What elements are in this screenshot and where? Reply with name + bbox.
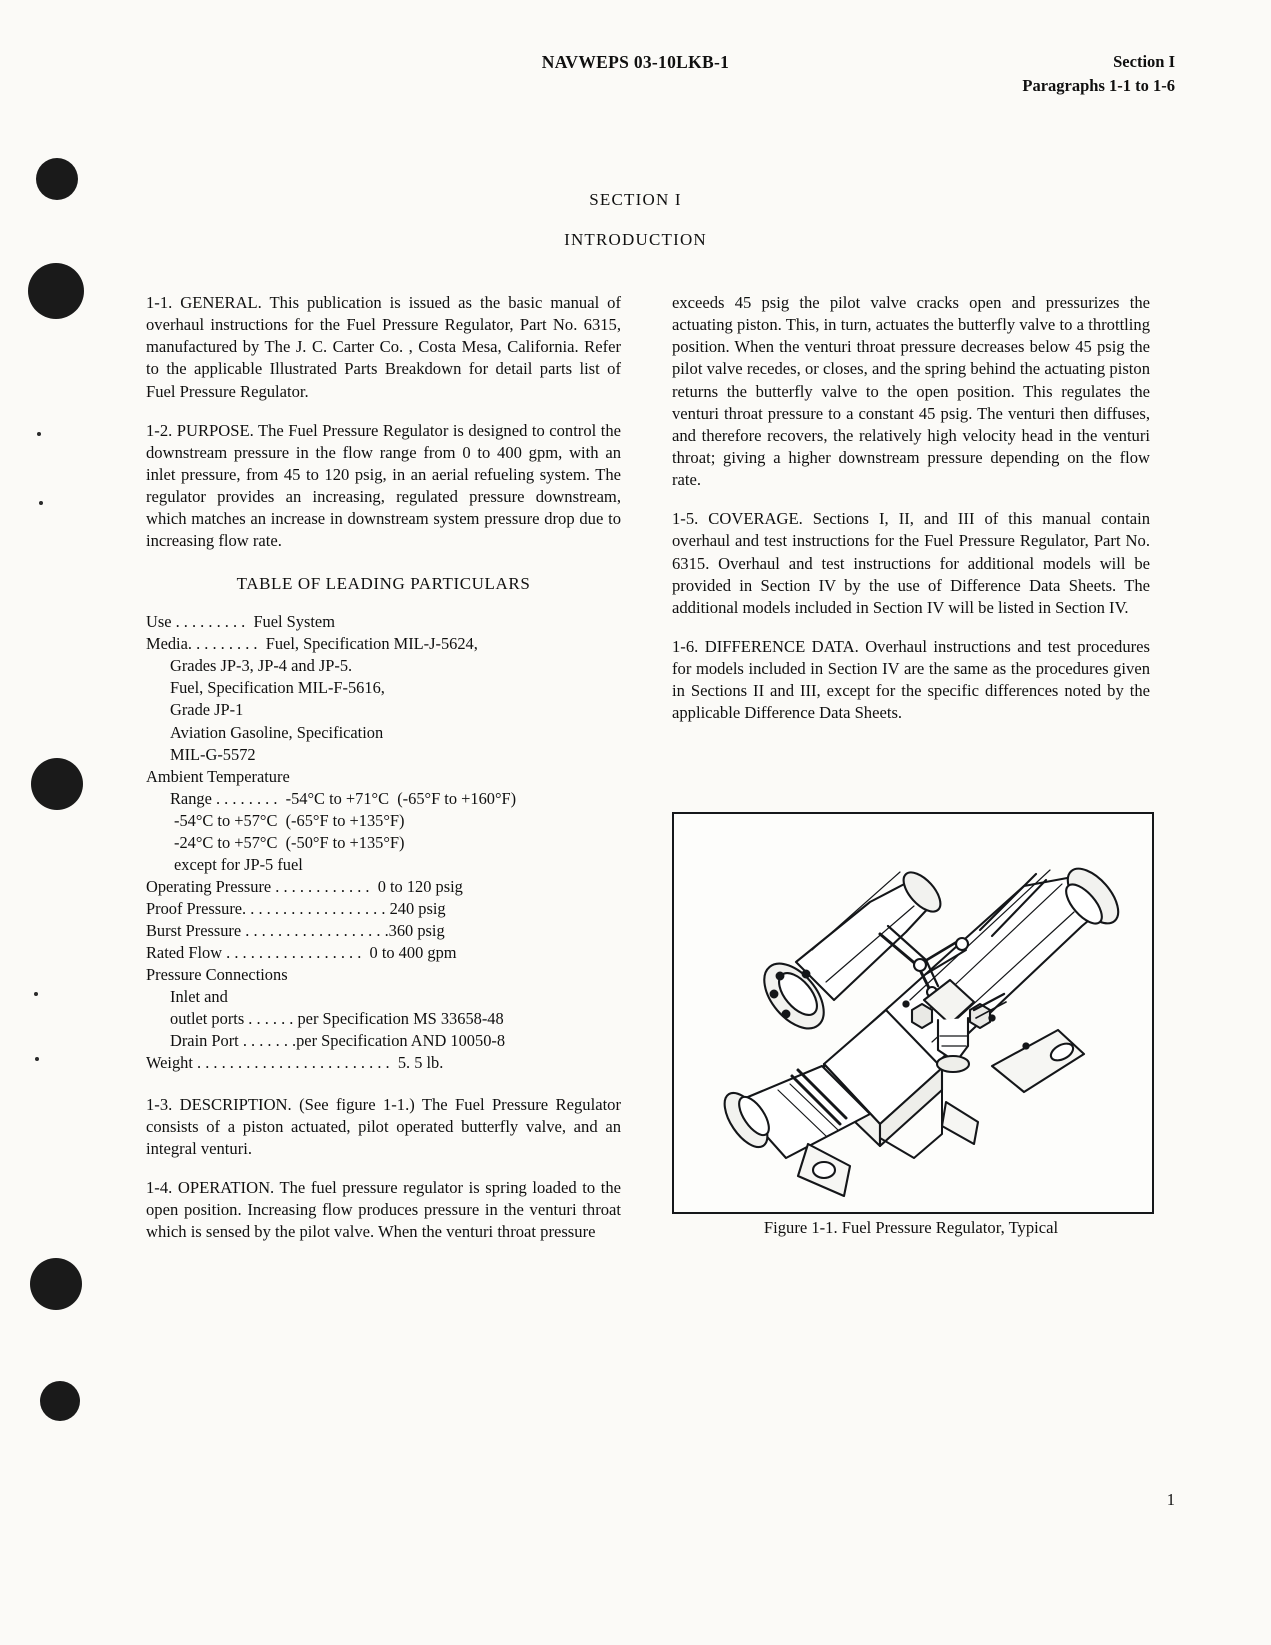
particulars-row: MIL-G-5572 <box>170 744 256 764</box>
punch-hole-artifact <box>40 1381 80 1421</box>
particulars-row: except for JP-5 fuel <box>174 854 303 874</box>
particulars-row: Grade JP-1 <box>170 700 244 720</box>
particulars-row: Drain Port . . . . . . .per Specification AND 10050-8 <box>170 1031 506 1051</box>
paragraph-1-5: 1-5. COVERAGE. Sections I, II, and III of this manual contain overhaul and test instructions for the Fuel Pressure Regulator, Part No. 6315. Overhaul and test instructions for additional models will be provided in Section IV by the use of Difference Data Sheets. The additional models included in Section IV will be listed in Section IV. <box>672 509 1150 617</box>
speck-artifact <box>37 432 41 436</box>
paragraph-1-4: 1-4. OPERATION. The fuel pressure regulator is spring loaded to the open position. Increasing flow produces pressure in the venturi throat which is sensed by the pilot valve. When the venturi throat pressure <box>146 1177 621 1242</box>
header-manual-number: NAVWEPS 03-10LKB-1 <box>541 52 730 72</box>
particulars-row: Proof Pressure. . . . . . . . . . . . . . . . . . 240 psig <box>146 899 446 919</box>
particulars-row: Fuel, Specification MIL-F-5616, <box>170 678 385 698</box>
particulars-row: Grades JP-3, JP-4 and JP-5. <box>170 656 353 676</box>
particulars-row: Rated Flow . . . . . . . . . . . . . . . . . 0 to 400 gpm <box>146 943 457 963</box>
speck-artifact <box>35 1057 39 1061</box>
particulars-row: Aviation Gasoline, Specification <box>170 722 384 742</box>
particulars-row: Weight . . . . . . . . . . . . . . . . . . . . . . . . 5. 5 lb. <box>146 1053 444 1073</box>
figure-caption: Figure 1-1. Fuel Pressure Regulator, Typical <box>763 1218 1059 1237</box>
particulars-row: Media. . . . . . . . . Fuel, Specification MIL-J-5624, <box>146 634 478 654</box>
fuel-pressure-regulator-drawing <box>674 814 1148 1208</box>
punch-hole-artifact <box>28 263 84 319</box>
paragraph-1-2: 1-2. PURPOSE. The Fuel Pressure Regulator is designed to control the downstream pressure in the flow range from 0 to 400 gpm, with an inlet pressure, from 45 to 120 psig, in an aerial refueling system. The regulator provides an increasing, regulated pressure downstream, which matches an increase in downstream system pressure drop due to increasing flow rate. <box>146 420 621 551</box>
right-text-column <box>672 292 1150 725</box>
paragraph-1-3: 1-3. DESCRIPTION. (See figure 1-1.) The Fuel Pressure Regulator consists of a piston actuated, pilot operated butterfly valve, and an integral venturi. <box>146 1094 621 1158</box>
particulars-row: Pressure Connections <box>146 965 288 985</box>
particulars-row: -54°C to +57°C (-65°F to +135°F) <box>174 810 405 830</box>
introduction-title: INTRODUCTION <box>564 230 707 249</box>
left-text-column <box>146 292 621 1243</box>
particulars-row: Operating Pressure . . . . . . . . . . . . 0 to 120 psig <box>146 876 463 896</box>
page-number: 1 <box>1166 1490 1175 1509</box>
paragraph-1-6: 1-6. DIFFERENCE DATA. Overhaul instructions and test procedures for models included in Section IV are the same as the procedures given in Sections II and III, except for the specific differences noted by the applicable Difference Data Sheets. <box>672 636 1150 723</box>
header-section-info <box>1022 50 1175 98</box>
particulars-row: -24°C to +57°C (-50°F to +135°F) <box>174 832 405 852</box>
particulars-row: Inlet and <box>170 987 228 1007</box>
speck-artifact <box>34 992 38 996</box>
speck-artifact <box>39 501 43 505</box>
particulars-row: Ambient Temperature <box>146 766 290 786</box>
punch-hole-artifact <box>30 1258 82 1310</box>
particulars-row: outlet ports . . . . . . per Specification MS 33658-48 <box>170 1009 504 1029</box>
punch-hole-artifact <box>31 758 83 810</box>
paragraph-1-4-continued: exceeds 45 psig the pilot valve cracks open and pressurizes the actuating piston. This, in turn, actuates the butterfly valve to a throttling position. When the venturi throat pressure decreases below 45 psig the pilot valve recedes, or closes, and the spring behind the actuating piston returns the butterfly valve to the open position. This regulates the venturi throat pressure to a constant 45 psig. The venturi then diffuses, and therefore recovers, the relatively high velocity head in the venturi throat; giving a higher downstream pressure depending on the flow rate. <box>672 293 1150 490</box>
header-paragraph-range: Paragraphs 1-1 to 1-6 <box>1022 75 1175 95</box>
table-of-leading-particulars-title: TABLE OF LEADING PARTICULARS <box>236 573 531 593</box>
paragraph-1-1: 1-1. GENERAL. This publication is issued as the basic manual of overhaul instructions for the Fuel Pressure Regulator, Part No. 6315, manufactured by The J. C. Carter Co. , Costa Mesa, California. Refer to the applicable Illustrated Parts Breakdown for detail parts list of Fuel Pressure Regulator. <box>146 293 621 401</box>
particulars-row: Use . . . . . . . . . Fuel System <box>146 612 335 632</box>
particulars-row: Burst Pressure . . . . . . . . . . . . . . . . . .360 psig <box>146 921 445 941</box>
header-section-label: Section I <box>1113 52 1175 71</box>
section-title: SECTION I <box>589 190 682 209</box>
figure-1-1-illustration <box>672 812 1154 1214</box>
particulars-row: Range . . . . . . . . -54°C to +71°C (-65°F to +160°F) <box>170 788 517 808</box>
table-of-leading-particulars <box>146 611 621 1074</box>
